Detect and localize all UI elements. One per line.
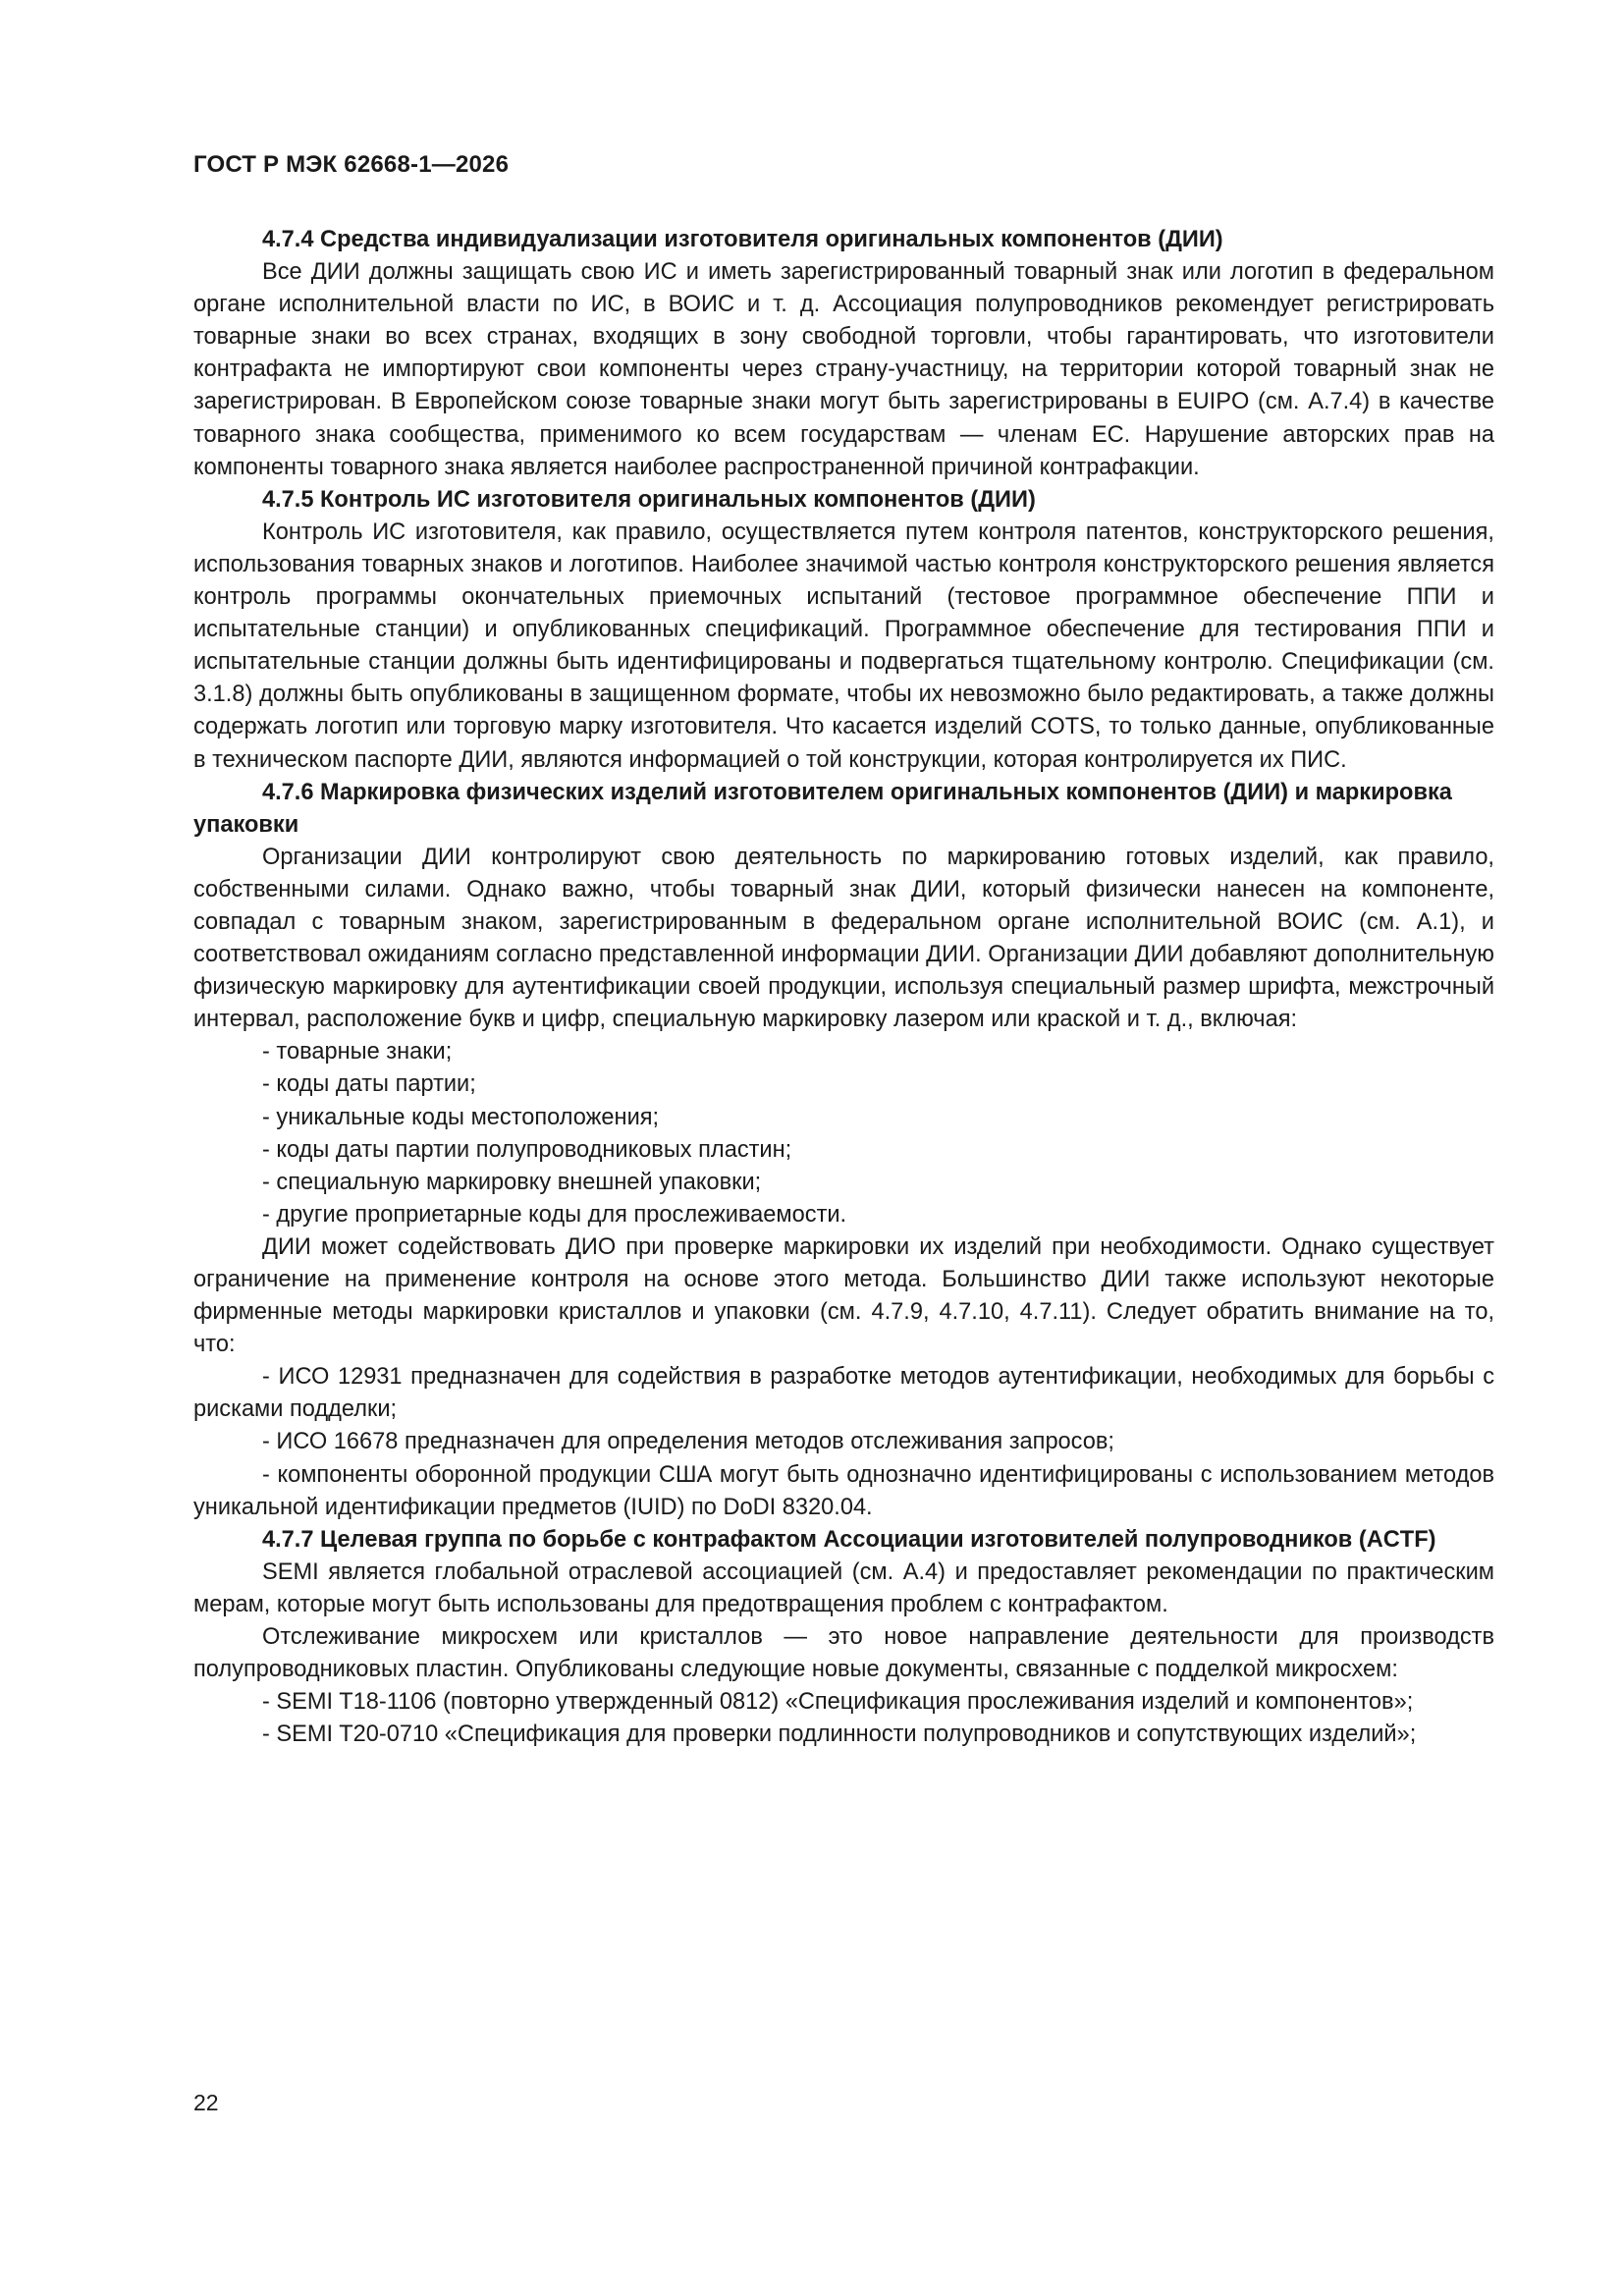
paragraph: ДИИ может содействовать ДИО при проверке маркировки их изделий при необходимости. Однако существует ограничение на применение контроля на основе этого метода. Большинство ДИИ также используют некоторые фирменные методы маркировки кристаллов и упаковки (см. 4.7.9, 4.7.10, 4.7.11). Следует обратить внимание на то, что:: [193, 1233, 1494, 1358]
paragraph: - SEMI T18-1106 (повторно утвержденный 0812) «Спецификация прослеживания изделий и компонентов»;: [262, 1689, 1414, 1716]
paragraph: - ИСО 16678 предназначен для определения методов отслеживания запросов;: [262, 1429, 1114, 1455]
paragraph: - компоненты оборонной продукции США могут быть однозначно идентифицированы с использованием методов уникальной идентификации предметов (IUID) по DoDI 8320.04.: [193, 1461, 1494, 1520]
paragraph: - SEMI T20-0710 «Спецификация для проверки подлинности полупроводников и сопутствующих изделий»;: [262, 1722, 1417, 1748]
paragraph: Отслеживание микросхем или кристаллов — это новое направление деятельности для производств полупроводниковых пластин. Опубликованы следующие новые документы, связанные с подделкой микросхем:: [193, 1624, 1494, 1683]
section-heading-4-7-7: 4.7.7 Целевая группа по борьбе с контрафактом Ассоциации изготовителей полупроводников (ACTF): [262, 1526, 1436, 1553]
list-item: - коды даты партии полупроводниковых пластин;: [262, 1136, 792, 1163]
page-number: 22: [193, 2090, 219, 2115]
document-body: [193, 224, 1494, 1751]
paragraph: Контроль ИС изготовителя, как правило, осуществляется путем контроля патентов, конструкторского решения, использования товарных знаков и логотипов. Наиболее значимой частью контроля конструкторского решения является контроль программы окончательных приемочных испытаний (тестовое программное обеспечение ППИ и испытательные станции) и опубликованных спецификаций. Программное обеспечение для тестирования ППИ и испытательные станции должны быть идентифицированы и подвергаться тщательному контролю. Спецификации (см. 3.1.8) должны быть опубликованы в защищенном формате, чтобы их невозможно было редактировать, а также должны содержать логотип или торговую марку изготовителя. Что касается изделий COTS, то только данные, опубликованные в техническом паспорте ДИИ, являются информацией о той конструкции, которая контролируется их ПИС.: [193, 519, 1494, 773]
list-item: - уникальные коды местоположения;: [262, 1104, 660, 1130]
document-header: ГОСТ Р МЭК 62668-1—2026: [193, 151, 510, 178]
list-item: - специальную маркировку внешней упаковки;: [262, 1169, 762, 1195]
section-heading-4-7-4: 4.7.4 Средства индивидуализации изготовителя оригинальных компонентов (ДИИ): [262, 227, 1223, 252]
paragraph: Организации ДИИ контролируют свою деятельность по маркированию готовых изделий, как правило, собственными силами. Однако важно, чтобы товарный знак ДИИ, который физически нанесен на компоненте, совпадал с товарным знаком, зарегистрированным в федеральном органе исполнительной ВОИС (см. А.1), и соответствовал ожиданиям согласно представленной информации ДИИ. Организации ДИИ добавляют дополнительную физическую маркировку для аутентификации своей продукции, используя специальный размер шрифта, межстрочный интервал, расположение букв и цифр, специальную маркировку лазером или краской и т. д., включая:: [193, 844, 1494, 1033]
paragraph: Все ДИИ должны защищать свою ИС и иметь зарегистрированный товарный знак или логотип в федеральном органе исполнительной власти по ИС, в ВОИС и т. д. Ассоциация полупроводников рекомендует регистрировать товарные знаки во всех странах, входящих в зону свободной торговли, чтобы гарантировать, что изготовители контрафакта не импортируют свои компоненты через страну-участницу, на территории которой товарный знак не зарегистрирован. В Европейском союзе товарные знаки могут быть зарегистрированы в EUIPO (см. А.7.4) в качестве товарного знака сообщества, применимого ко всем государствам — членам ЕС. Нарушение авторских прав на компоненты товарного знака является наиболее распространенной причиной контрафакции.: [193, 259, 1494, 480]
section-heading-4-7-6: 4.7.6 Маркировка физических изделий изготовителем оригинальных компонентов (ДИИ) и маркировка упаковки: [193, 779, 1452, 838]
section-heading-4-7-5: 4.7.5 Контроль ИС изготовителя оригинальных компонентов (ДИИ): [262, 486, 1036, 513]
paragraph: SEMI является глобальной отраслевой ассоциацией (см. А.4) и предоставляет рекомендации по практическим мерам, которые могут быть использованы для предотвращения проблем с контрафактом.: [193, 1558, 1494, 1617]
list-item: - другие проприетарные коды для прослеживаемости.: [262, 1201, 847, 1228]
paragraph: - ИСО 12931 предназначен для содействия в разработке методов аутентификации, необходимых для борьбы с рисками подделки;: [193, 1364, 1494, 1423]
list-item: - коды даты партии;: [262, 1071, 476, 1098]
list-item: - товарные знаки;: [262, 1039, 453, 1066]
